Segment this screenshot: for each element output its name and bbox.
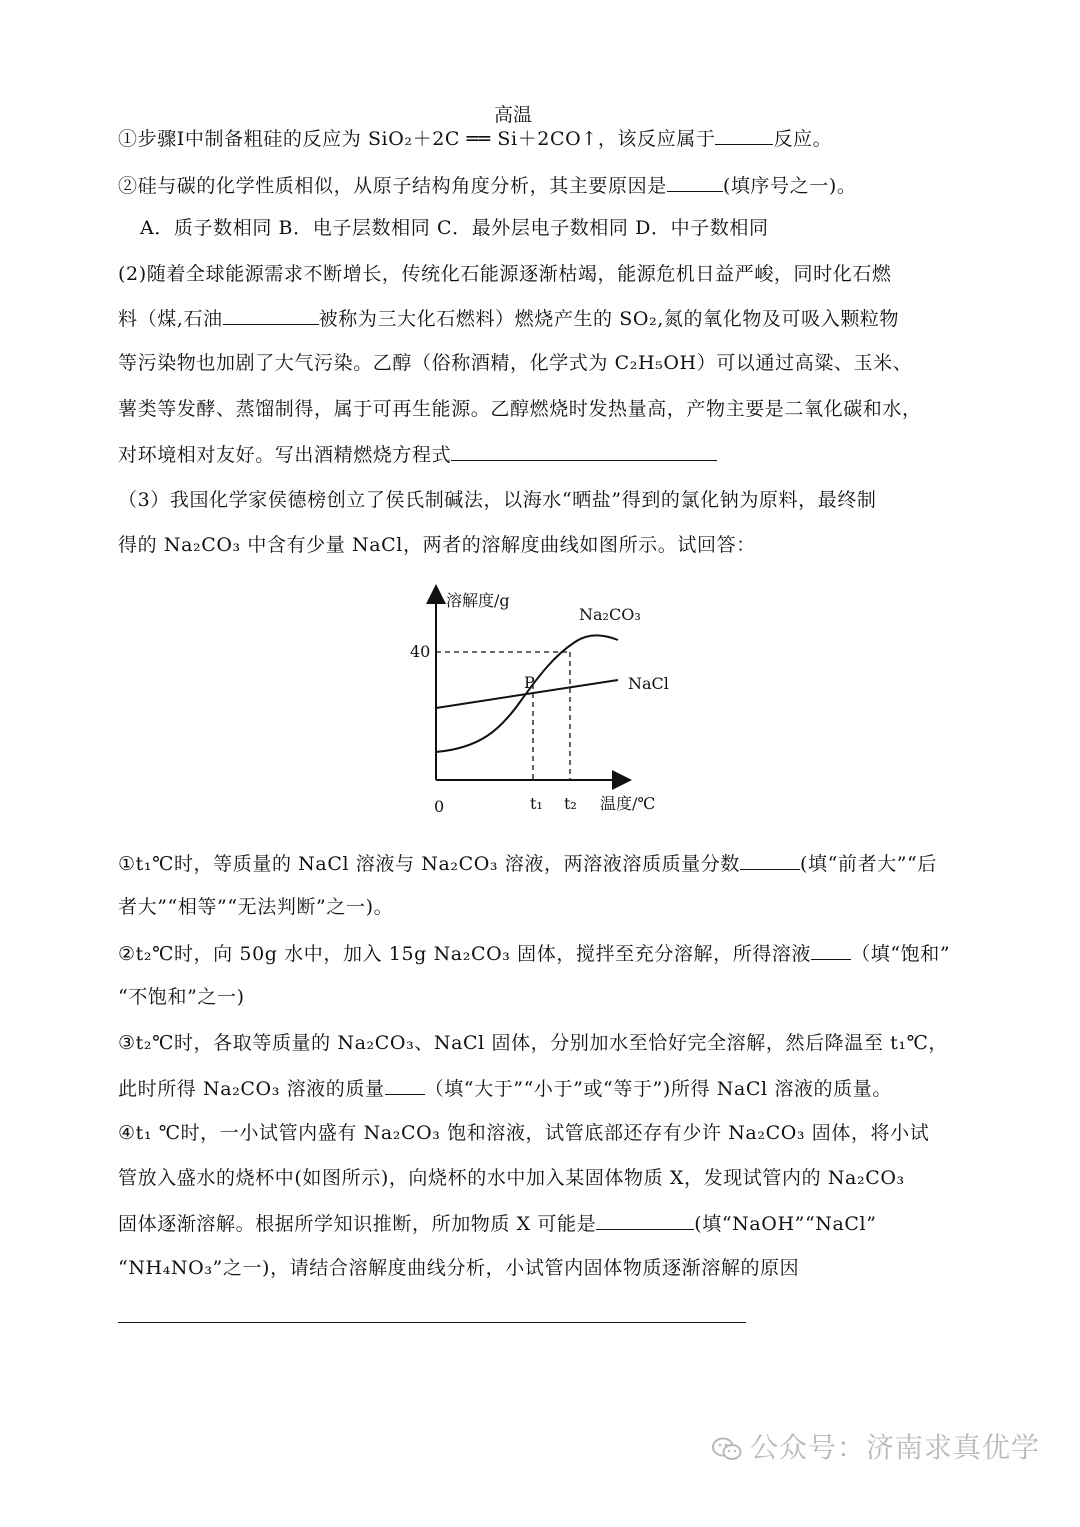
y-tick-40: 40 <box>410 642 431 661</box>
origin-label: 0 <box>434 797 445 816</box>
text: ②硅与碳的化学性质相似，从原子结构角度分析，其主要原因是 <box>118 175 667 197</box>
watermark <box>712 1426 1040 1466</box>
text: ①步骤Ⅰ中制备粗硅的反应为 SiO₂＋2C ══ Si＋2CO↑，该反应属于 <box>118 128 716 150</box>
q3-line2: 得的 Na₂CO₃ 中含有少量 NaCl，两者的溶解度曲线如图所示。试回答： <box>118 534 756 556</box>
sub-4-line3 <box>118 1211 877 1236</box>
question-1-2 <box>118 173 856 198</box>
options: A．质子数相同 B．电子层数相同 C．最外层电子数相同 D．中子数相同 <box>140 217 769 239</box>
q2-line4: 薯类等发酵、蒸馏制得，属于可再生能源。乙醇燃烧时发热量高，产物主要是二氧化碳和水， <box>118 398 922 420</box>
sub-1-line2: 者大”“相等”“无法判断”之一)。 <box>118 896 394 918</box>
solubility-chart <box>400 580 700 820</box>
text: 对环境相对友好。写出酒精燃烧方程式 <box>118 444 452 466</box>
text: (填“NaOH”“NaCl” <box>694 1213 877 1235</box>
wechat-icon <box>712 1436 742 1462</box>
text: 被称为三大化石燃料）燃烧产生的 SO₂,氮的氧化物及可吸入颗粒物 <box>318 308 900 330</box>
nacl-label: NaCl <box>628 674 669 693</box>
x-axis-label: 温度/℃ <box>600 794 656 813</box>
sub-3-line2 <box>118 1076 892 1101</box>
text: 固体逐渐溶解。根据所学知识推断，所加物质 X 可能是 <box>118 1213 597 1235</box>
text: （填“饱和” <box>851 943 951 965</box>
text: （填“大于”“小于”或“等于”)所得 NaCl 溶液的质量。 <box>424 1078 892 1100</box>
answer-line[interactable] <box>118 1322 746 1323</box>
text: 此时所得 Na₂CO₃ 溶液的质量 <box>118 1078 385 1100</box>
na2co3-label: Na₂CO₃ <box>579 605 641 624</box>
reaction-condition: 高温 <box>494 104 533 126</box>
answer-blank[interactable] <box>740 851 800 870</box>
x-tick-t2: t₂ <box>564 794 577 813</box>
text: 反应。 <box>773 128 833 150</box>
watermark-text: 公众号：济南求真优学 <box>749 1431 1040 1464</box>
x-tick-t1: t₁ <box>530 794 543 813</box>
sub-2-line2: “不饱和”之一) <box>118 986 245 1008</box>
q2-line5 <box>118 442 717 467</box>
y-axis-label: 溶解度/g <box>446 591 510 610</box>
sub-4-line2: 管放入盛水的烧杯中(如图所示)，向烧杯的水中加入某固体物质 X，发现试管内的 Na₂CO₃ <box>118 1167 905 1189</box>
answer-blank[interactable] <box>223 306 319 325</box>
answer-blank[interactable] <box>385 1076 425 1095</box>
sub-1 <box>118 851 937 876</box>
sub-3: ③t₂℃时，各取等质量的 Na₂CO₃、NaCl 固体，分别加水至恰好完全溶解，然后降温至 t₁℃， <box>118 1032 949 1054</box>
text: ①t₁℃时，等质量的 NaCl 溶液与 Na₂CO₃ 溶液，两溶液溶质质量分数 <box>118 853 740 875</box>
text: (填“前者大”“后 <box>799 853 937 875</box>
question-1-1 <box>118 126 832 151</box>
answer-blank[interactable] <box>451 442 717 461</box>
text: ②t₂℃时，向 50g 水中，加入 15g Na₂CO₃ 固体，搅拌至充分溶解，所得溶液 <box>118 943 812 965</box>
sub-4-line4: “NH₄NO₃”之一)，请结合溶解度曲线分析，小试管内固体物质逐渐溶解的原因 <box>118 1257 800 1279</box>
answer-blank[interactable] <box>596 1211 694 1230</box>
text: 料（煤,石油 <box>118 308 223 330</box>
q2-line3: 等污染物也加剧了大气污染。乙醇（俗称酒精，化学式为 C₂H₅OH）可以通过高粱、玉米、 <box>118 352 913 374</box>
na2co3-curve <box>436 635 618 752</box>
q2-line2 <box>118 306 899 331</box>
sub-2 <box>118 941 950 966</box>
intersection-label: P <box>524 673 535 692</box>
answer-blank[interactable] <box>811 941 851 960</box>
sub-4: ④t₁ ℃时，一小试管内盛有 Na₂CO₃ 饱和溶液，试管底部还存有少许 Na₂CO₃ 固体，将小试 <box>118 1122 930 1144</box>
q2-line1: (2)随着全球能源需求不断增长，传统化石能源逐渐枯竭，能源危机日益严峻，同时化石燃 <box>118 263 892 285</box>
q3-line1: （3）我国化学家侯德榜创立了侯氏制碱法，以海水“晒盐”得到的氯化钠为原料，最终制 <box>118 489 877 511</box>
text: (填序号之一)。 <box>722 175 857 197</box>
answer-blank[interactable] <box>667 173 723 192</box>
answer-blank[interactable] <box>715 126 773 145</box>
